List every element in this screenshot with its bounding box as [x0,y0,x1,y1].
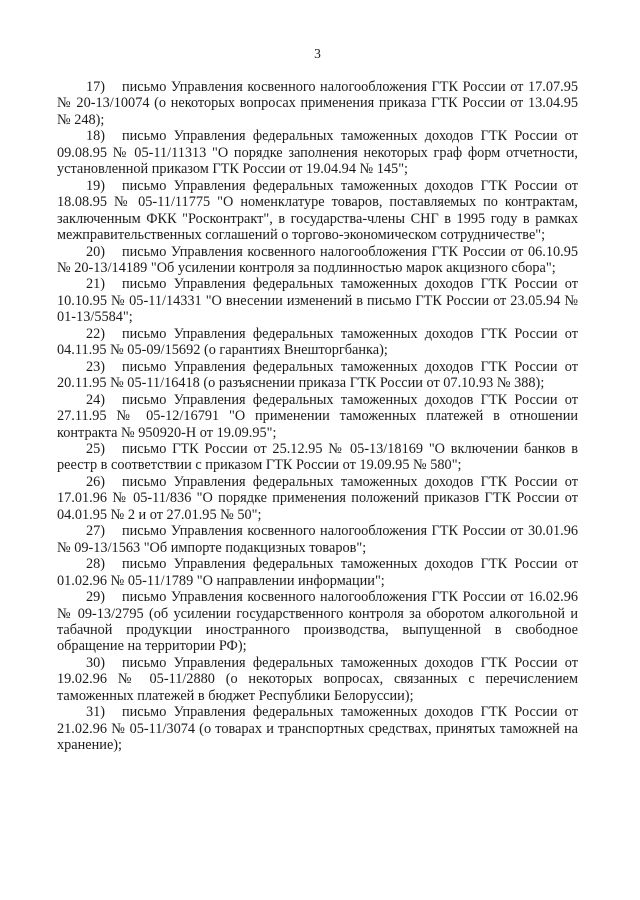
list-item [57,589,578,655]
document-body [57,79,578,754]
list-item [57,178,578,244]
list-item [57,474,578,523]
list-item [57,326,578,359]
item-number: 31) [86,704,106,721]
item-text: письмо Управления федеральных таможенных доходов ГТК России от 01.02.96 № 05-11/1789 "О направлении информации"; [57,556,578,589]
item-text: письмо Управления косвенного налогообложения ГТК России от 06.10.95 № 20-13/14189 "Об усилении контроля за подлинностью марок акцизного сбора"; [57,243,578,276]
item-text: письмо Управления федеральных таможенных доходов ГТК России от 19.02.96 № 05-11/2880 (о некоторых вопросах, связанных с перечислением таможенных платежей в бюджет Республики Белоруссии); [57,654,578,704]
item-number: 30) [86,654,106,671]
item-text: письмо Управления косвенного налогообложения ГТК России от 16.02.96 № 09-13/2795 (об усилении государственного контроля за оборотом алкогольной и табачной продукции иностранного производства, выпущенной в свободное обращение на территории РФ); [57,589,578,655]
item-text: письмо Управления федеральных таможенных доходов ГТК России от 17.01.96 № 05-11/836 "О порядке применения положений приказов ГТК России от 04.01.95 № 2 и от 27.01.95 № 50"; [57,473,578,523]
list-item [57,392,578,441]
item-number: 19) [86,177,106,194]
list-item [57,79,578,128]
item-text: письмо Управления косвенного налогообложения ГТК России от 30.01.96 № 09-13/1563 "Об импорте подакцизных товаров"; [57,523,578,556]
list-item [57,276,578,325]
item-text: письмо Управления федеральных таможенных доходов ГТК России от 04.11.95 № 05-09/15692 (о гарантиях Внешторгбанка); [57,325,578,359]
item-text: письмо Управления косвенного налогообложения ГТК России от 17.07.95 № 20-13/10074 (о некоторых вопросах применения приказа ГТК России от 13.04.95 № 248); [57,79,578,128]
item-number: 26) [86,473,106,490]
list-item [57,655,578,704]
item-number: 23) [86,358,106,375]
item-text: письмо Управления федеральных таможенных доходов ГТК России от 18.08.95 № 05-11/11775 "О номенклатуре товаров, поставляемых по контрактам, заключенным ФКК "Росконтракт", в государства-члены СНГ в 1995 году в рамках межправительственных соглашений о торгово-экономическом сотрудничестве"; [57,177,578,244]
item-number: 22) [86,325,106,342]
item-text: письмо Управления федеральных таможенных доходов ГТК России от 10.10.95 № 05-11/14331 "О внесении изменений в письмо ГТК России от 23.05.94 № 01-13/5584"; [57,276,578,326]
item-number: 25) [86,440,106,457]
item-number: 18) [86,128,106,145]
list-item [57,556,578,589]
item-number: 28) [86,556,106,573]
item-number: 20) [86,243,106,260]
list-item [57,128,578,177]
item-number: 24) [86,391,106,408]
item-text: письмо Управления федеральных таможенных доходов ГТК России от 20.11.95 № 05-11/16418 (о разъяснении приказа ГТК России от 07.10.93 № 388); [57,358,578,392]
item-text: письмо Управления федеральных таможенных доходов ГТК России от 27.11.95 № 05-12/16791 "О применении таможенных платежей в отношении контракта № 950920-Н от 19.09.95"; [57,391,578,441]
item-number: 29) [86,589,106,606]
list-item [57,704,578,753]
item-number: 21) [86,276,106,293]
item-text: письмо Управления федеральных таможенных доходов ГТК России от 09.08.95 № 05-11/11313 "О порядке заполнения некоторых граф форм отчетности, установленной приказом ГТК России от 19.04.94 № 145"; [57,128,578,178]
page-number: 3 [314,46,321,61]
list-item [57,244,578,277]
list-item [57,523,578,556]
list-item [57,359,578,392]
item-number: 17) [86,79,106,95]
item-text: письмо ГТК России от 25.12.95 № 05-13/18169 "О включении банков в реестр в соответствии с приказом ГТК России от 19.09.95 № 580"; [57,440,578,474]
item-number: 27) [86,523,106,540]
item-text: письмо Управления федеральных таможенных доходов ГТК России от 21.02.96 № 05-11/3074 (о товарах и транспортных средствах, принятых таможней на хранение); [57,704,578,754]
list-item [57,441,578,474]
